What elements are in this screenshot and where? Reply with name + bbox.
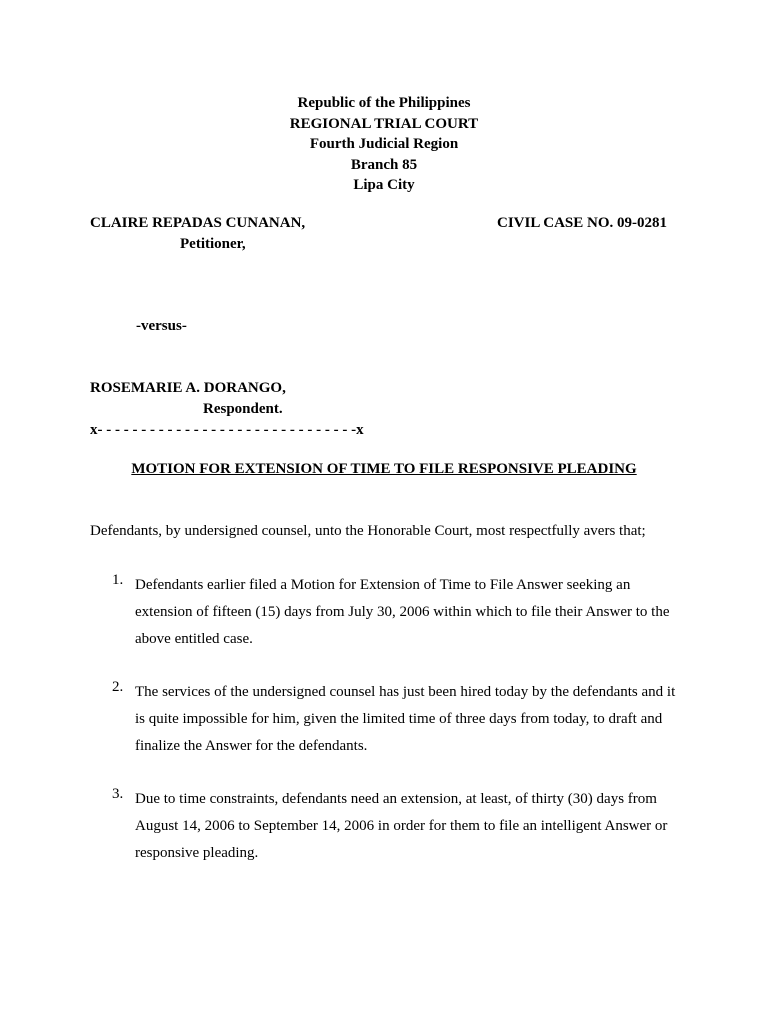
- list-item-text: The services of the undersigned counsel has just been hired today by the defendants and it is quite impossible for him, given the limited time of three days from today, to draft and finalize the Answer for the defendants.: [135, 684, 676, 754]
- list-item-number: 2.: [112, 679, 124, 695]
- list-item-text: Due to time constraints, defendants need an extension, at least, of thirty (30) days from August 14, 2006 to September 14, 2006 in order for them to file an intelligent Answer or responsive pleading.: [135, 791, 668, 861]
- header-court: REGIONAL TRIAL COURT: [289, 115, 479, 132]
- list-item-number: 1.: [112, 572, 124, 588]
- versus-label: -versus-: [136, 318, 187, 334]
- header-city: Lipa City: [353, 177, 415, 193]
- motion-title: MOTION FOR EXTENSION OF TIME TO FILE RESPONSIVE PLEADING: [131, 461, 637, 477]
- header-republic: Republic of the Philippines: [297, 95, 471, 111]
- case-number: CIVIL CASE NO. 09-0281: [497, 215, 668, 231]
- caption-separator: x- - - - - - - - - - - - - - - - - - - - - - - - - - - - - -x: [90, 422, 364, 438]
- intro-paragraph: Defendants, by undersigned counsel, unto the Honorable Court, most respectfully avers that;: [90, 523, 646, 539]
- petitioner-name: CLAIRE REPADAS CUNANAN,: [90, 215, 306, 231]
- list-item-number: 3.: [112, 786, 124, 802]
- header-branch: Branch 85: [350, 156, 418, 173]
- header-region: Fourth Judicial Region: [309, 136, 459, 152]
- respondent-name: ROSEMARIE A. DORANGO,: [90, 380, 286, 396]
- court-header: [0, 93, 768, 196]
- list-item-text: Defendants earlier filed a Motion for Extension of Time to File Answer seeking an extension of fifteen (15) days from July 30, 2006 within which to file their Answer to the above entitled case.: [135, 577, 670, 647]
- petitioner-role: Petitioner,: [180, 236, 246, 252]
- respondent-role: Respondent.: [203, 401, 283, 417]
